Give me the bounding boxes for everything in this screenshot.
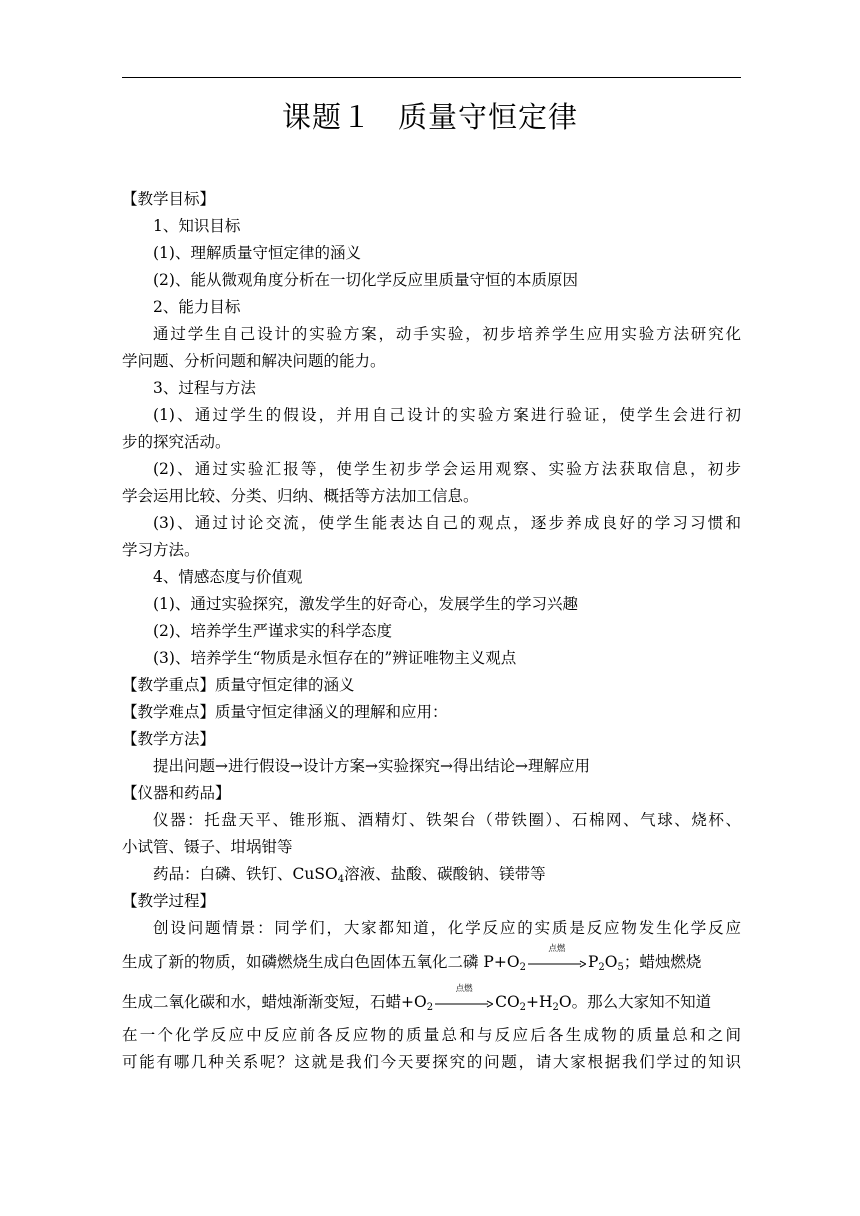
method-flow: 提出问题→进行假设→设计方案→实验探究→得出结论→理解应用 [153,757,590,775]
section-heading-difficulty: 【教学难点】质量守恒定律涵义的理解和应用： [122,703,448,721]
paragraph-line: (3)、通过讨论交流，使学生能表达自己的观点，逐步养成良好的学习习惯和 [153,514,741,532]
paragraph-line: 可能有哪几种关系呢？这就是我们今天要探究的问题，请大家根据我们学过的知识 [122,1053,741,1071]
instruments-line: 仪器：托盘天平、锥形瓶、酒精灯、铁架台（带铁圈）、石棉网、气球、烧杯、 [153,811,741,829]
header-rule [122,77,741,78]
subheading-ability: 2、能力目标 [153,298,241,316]
goal-item: (3)、培养学生“物质是永恒存在的”辨证唯物主义观点 [153,649,517,667]
reaction-arrow-icon: 点燃 [528,956,586,970]
paragraph-line: 步的探究活动。 [122,433,231,451]
paragraph-line: 在一个化学反应中反应前各反应物的质量总和与反应后各生成物的质量总和之间 [122,1026,741,1044]
title-label: 课题１ [281,100,372,134]
subheading-knowledge: 1、知识目标 [153,217,241,235]
paragraph-line: (2)、通过实验汇报等，使学生初步学会运用观察、实验方法获取信息，初步 [153,460,741,478]
document-body [122,186,741,1076]
subheading-process: 3、过程与方法 [153,379,256,397]
instruments-line: 小试管、镊子、坩埚钳等 [122,838,293,856]
page-title [0,95,860,136]
goal-item: (1)、通过实验探究，激发学生的好奇心，发展学生的学习兴趣 [153,595,578,613]
paragraph-line: (1)、通过学生的假设，并用自己设计的实验方案进行验证，使学生会进行初 [153,406,741,424]
title-text: 质量守恒定律 [398,100,579,134]
section-heading-method: 【教学方法】 [122,730,216,748]
paragraph-line: 学问题、分析问题和解决问题的能力。 [122,352,386,370]
goal-item: (2)、能从微观角度分析在一切化学反应里质量守恒的本质原因 [153,271,578,289]
goal-item: (1)、理解质量守恒定律的涵义 [153,244,361,262]
equation-line-paraffin: 生成二氧化碳和水，蜡烛渐渐变短，石蜡$+O_2$ 点燃 $CO_2+H_2O$。那么大家知不知道 [122,984,712,1013]
paragraph-line: 创设问题情景：同学们，大家都知道，化学反应的实质是反应物发生化学反应 [153,919,741,937]
reaction-arrow-icon: 点燃 [435,996,493,1010]
paragraph-line: 学会运用比较、分类、归纳、概括等方法加工信息。 [122,487,479,505]
equation-line-phosphorus: 生成了新的物质，如磷燃烧生成白色固体五氧化二磷 $P+O_2$ 点燃 $P_2O_5$；蜡烛燃烧 [122,944,702,973]
section-heading-process: 【教学过程】 [122,892,216,910]
subheading-attitude: 4、情感态度与价值观 [153,568,303,586]
section-heading-key-point: 【教学重点】质量守恒定律的涵义 [122,676,355,694]
section-heading-materials: 【仪器和药品】 [122,784,231,802]
section-heading-goals: 【教学目标】 [122,190,216,208]
drugs-line: 药品：白磷、铁钉、CuSO$_4$溶液、盐酸、碳酸钠、镁带等 [153,865,546,885]
paragraph-line: 通过学生自己设计的实验方案，动手实验，初步培养学生应用实验方法研究化 [153,325,741,343]
goal-item: (2)、培养学生严谨求实的科学态度 [153,622,392,640]
paragraph-line: 学习方法。 [122,541,200,559]
